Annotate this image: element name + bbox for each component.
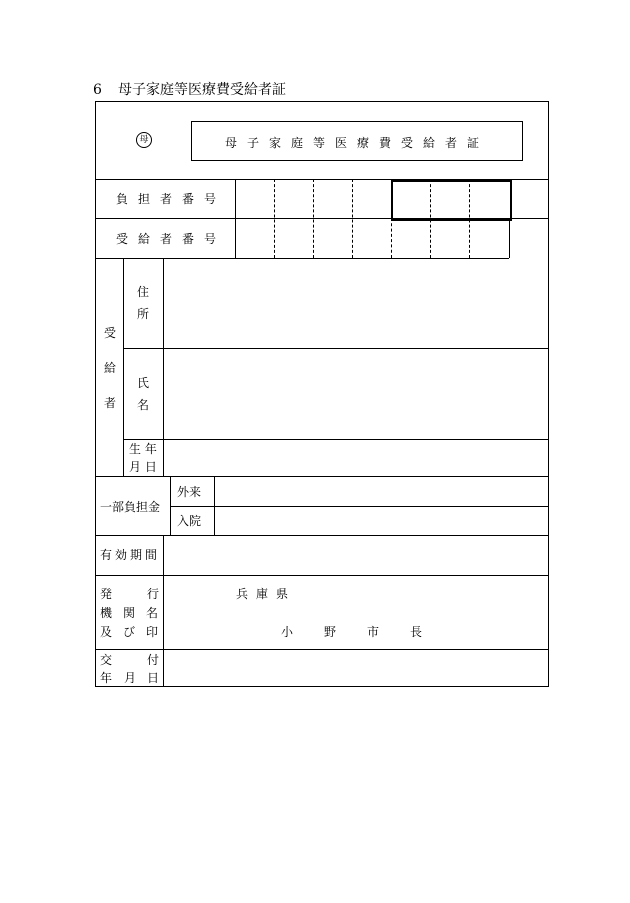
heading-title: 母子家庭等医療費受給者証 — [118, 82, 286, 98]
issuer-label-3: 機関名 — [100, 606, 170, 620]
recipient-group-char-1: 受 — [104, 326, 117, 340]
copay-outpatient-field[interactable] — [215, 477, 548, 506]
certificate-title: 母子家庭等医療費受給者証 — [224, 136, 489, 150]
payer-number-label: 負担者番号 — [116, 192, 227, 206]
birth-label-2: 月 日 — [129, 460, 157, 474]
issuer-label-1: 発 — [100, 587, 113, 601]
issue-date-label-2: 付 — [147, 653, 160, 667]
certificate-title-box — [191, 121, 523, 161]
issuer-mayor: 小野市長 — [281, 625, 454, 639]
recipient-group-char-2: 給 — [104, 361, 117, 375]
address-label-2: 所 — [137, 307, 150, 321]
issue-date-label-5: 日 — [147, 671, 160, 685]
issue-date-field[interactable] — [164, 650, 548, 686]
seal-mark: 母 — [136, 132, 152, 148]
name-label-2: 名 — [137, 398, 150, 412]
issuer-label-2: 行 — [147, 587, 160, 601]
issuer-label-4: 及び印 — [100, 625, 170, 639]
page-heading — [93, 82, 286, 98]
birth-label-1: 生 年 — [129, 442, 157, 456]
name-field[interactable] — [164, 349, 548, 439]
validity-field[interactable] — [164, 536, 548, 575]
recipient-group-char-3: 者 — [104, 396, 117, 410]
validity-label: 有効期間 — [100, 548, 161, 562]
copay-label: 一部負担金 — [100, 500, 161, 514]
copay-inpatient-label: 入院 — [177, 514, 202, 528]
birth-date-field[interactable] — [164, 440, 548, 476]
recipient-number-label: 受給者番号 — [116, 232, 227, 246]
payer-number-highlight — [391, 180, 512, 221]
copay-inpatient-field[interactable] — [215, 507, 548, 535]
issue-date-label-4: 月 — [124, 671, 137, 685]
address-field[interactable] — [164, 259, 548, 348]
address-label-1: 住 — [137, 285, 150, 299]
copay-outpatient-label: 外来 — [177, 485, 202, 499]
issuer-prefecture: 兵庫県 — [236, 587, 297, 601]
issue-date-label-3: 年 — [100, 671, 113, 685]
name-label-1: 氏 — [137, 376, 150, 390]
issue-date-label-1: 交 — [100, 653, 113, 667]
heading-number: 6 — [93, 82, 102, 98]
